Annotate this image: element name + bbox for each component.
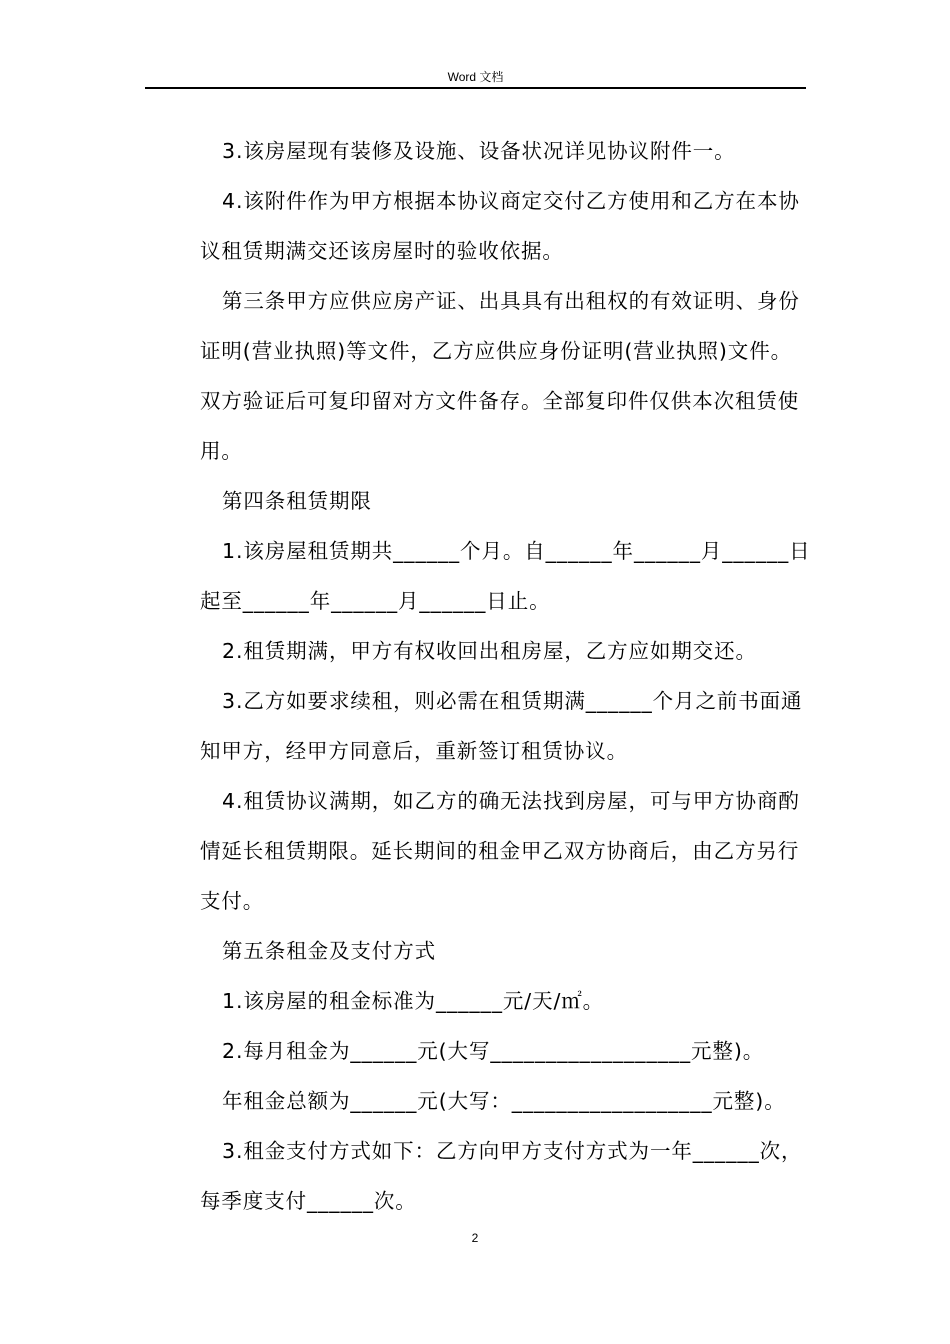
text-line: 3.租金支付方式如下：乙方向甲方支付方式为一年______次， <box>222 1139 803 1163</box>
text-line: 第四条租赁期限 <box>222 489 372 513</box>
paragraph <box>178 626 806 676</box>
document-body <box>178 126 811 1226</box>
section-heading <box>178 926 806 976</box>
text-line: 用。 <box>200 439 243 463</box>
text-line: 1.该房屋的租金标准为______元/天/㎡。 <box>222 989 605 1013</box>
text-line: 2.租赁期满，甲方有权收回出租房屋，乙方应如期交还。 <box>222 639 757 663</box>
text-line: 3.乙方如要求续租，则必需在租赁期满______个月之前书面通 <box>222 689 803 713</box>
text-line: 第三条甲方应供应房产证、出具具有出租权的有效证明、身份 <box>222 289 800 313</box>
paragraph <box>178 676 806 776</box>
text-line: 双方验证后可复印留对方文件备存。全部复印件仅供本次租赁使 <box>200 389 800 413</box>
text-line: 3.该房屋现有装修及设施、设备状况详见协议附件一。 <box>222 139 736 163</box>
text-line: 年租金总额为______元(大写：__________________元整)。 <box>222 1089 786 1113</box>
paragraph <box>178 1026 806 1076</box>
page-header: Word 文档 <box>447 70 504 84</box>
section-heading <box>178 476 806 526</box>
paragraph <box>178 276 806 476</box>
header-divider <box>145 87 806 89</box>
paragraph <box>178 176 806 276</box>
text-line: 4.该附件作为甲方根据本协议商定交付乙方使用和乙方在本协 <box>222 189 800 213</box>
text-line: 第五条租金及支付方式 <box>222 939 436 963</box>
paragraph <box>178 126 806 176</box>
paragraph <box>178 1076 806 1126</box>
text-line: 起至______年______月______日止。 <box>200 589 551 613</box>
paragraph <box>178 976 806 1026</box>
text-line: 情延长租赁期限。延长期间的租金甲乙双方协商后，由乙方另行 <box>200 839 800 863</box>
text-line: 每季度支付______次。 <box>200 1189 417 1213</box>
text-line: 支付。 <box>200 889 265 913</box>
text-line: 知甲方，经甲方同意后，重新签订租赁协议。 <box>200 739 628 763</box>
text-line: 2.每月租金为______元(大写__________________元整)。 <box>222 1039 765 1063</box>
text-line: 证明(营业执照)等文件，乙方应供应身份证明(营业执照)文件。 <box>200 339 792 363</box>
text-line: 议租赁期满交还该房屋时的验收依据。 <box>200 239 564 263</box>
page-number: 2 <box>471 1231 479 1245</box>
text-line: 1.该房屋租赁期共______个月。自______年______月______日 <box>222 539 811 563</box>
paragraph <box>178 776 806 926</box>
paragraph <box>178 1126 806 1226</box>
text-line: 4.租赁协议满期，如乙方的确无法找到房屋，可与甲方协商酌 <box>222 789 800 813</box>
paragraph <box>178 526 811 626</box>
